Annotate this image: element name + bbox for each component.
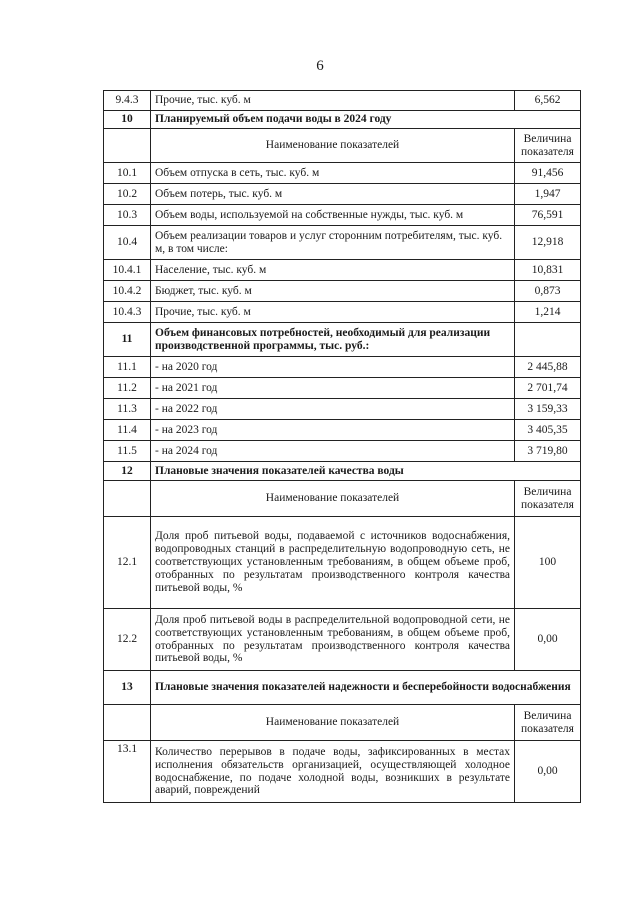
row-name: Прочие, тыс. куб. м bbox=[151, 91, 515, 111]
section-header-12 bbox=[104, 462, 581, 481]
table-row bbox=[104, 260, 581, 281]
header-empty-cell bbox=[104, 705, 151, 741]
header-name: Наименование показателей bbox=[151, 705, 515, 741]
row-value: 0,00 bbox=[515, 609, 581, 671]
header-name: Наименование показателей bbox=[151, 481, 515, 517]
row-number: 10.1 bbox=[104, 163, 151, 184]
header-value: Величина показателя bbox=[515, 481, 581, 517]
row-name: Объем отпуска в сеть, тыс. куб. м bbox=[151, 163, 515, 184]
row-number: 11.2 bbox=[104, 378, 151, 399]
row-value: 12,918 bbox=[515, 226, 581, 260]
indicators-table bbox=[103, 90, 581, 803]
table-row bbox=[104, 741, 581, 803]
row-name: Население, тыс. куб. м bbox=[151, 260, 515, 281]
table-row bbox=[104, 302, 581, 323]
row-number: 10.4.1 bbox=[104, 260, 151, 281]
table-row bbox=[104, 420, 581, 441]
row-value: 2 445,88 bbox=[515, 357, 581, 378]
row-value: 3 719,80 bbox=[515, 441, 581, 462]
section-title: Плановые значения показателей надежности и бесперебойности водоснабжения bbox=[151, 671, 581, 705]
row-value: 0,873 bbox=[515, 281, 581, 302]
row-value: 1,947 bbox=[515, 184, 581, 205]
row-number: 10.4 bbox=[104, 226, 151, 260]
column-header-row bbox=[104, 705, 581, 741]
row-number: 11.4 bbox=[104, 420, 151, 441]
row-value: 6,562 bbox=[515, 91, 581, 111]
page-number: 6 bbox=[316, 58, 324, 74]
row-number: 10.3 bbox=[104, 205, 151, 226]
row-name: Количество перерывов в подаче воды, зафиксированных в местах исполнения обязательств организацией, осуществляющей холодное водоснабжение, по подаче холодной воды, возникших в результате аварий, повреждений bbox=[151, 741, 515, 803]
row-number: 11.3 bbox=[104, 399, 151, 420]
header-empty-cell bbox=[104, 481, 151, 517]
row-number: 12.1 bbox=[104, 517, 151, 609]
row-name: - на 2022 год bbox=[151, 399, 515, 420]
section-header-11 bbox=[104, 323, 581, 357]
section-title: Плановые значения показателей качества воды bbox=[151, 462, 581, 481]
section-title: Объем финансовых потребностей, необходимый для реализации производственной программы, тыс. руб.: bbox=[151, 323, 515, 357]
table-row bbox=[104, 517, 581, 609]
row-number: 10.4.2 bbox=[104, 281, 151, 302]
row-name: Бюджет, тыс. куб. м bbox=[151, 281, 515, 302]
row-value: 0,00 bbox=[515, 741, 581, 803]
section-number: 10 bbox=[104, 111, 151, 129]
table-row bbox=[104, 91, 581, 111]
table-row bbox=[104, 378, 581, 399]
section-title: Планируемый объем подачи воды в 2024 году bbox=[151, 111, 581, 129]
header-empty-cell bbox=[104, 129, 151, 163]
table-row bbox=[104, 281, 581, 302]
table-row bbox=[104, 163, 581, 184]
row-name: Доля проб питьевой воды в распределительной водопроводной сети, не соответствующих установленным требованиям, в общем объеме проб, отобранных по результатам производственного контроля качества питьевой воды, % bbox=[151, 609, 515, 671]
table-row bbox=[104, 357, 581, 378]
table-row bbox=[104, 399, 581, 420]
row-name: Объем воды, используемой на собственные нужды, тыс. куб. м bbox=[151, 205, 515, 226]
row-value: 100 bbox=[515, 517, 581, 609]
table-row bbox=[104, 226, 581, 260]
section-number: 12 bbox=[104, 462, 151, 481]
row-number: 10.2 bbox=[104, 184, 151, 205]
row-name: - на 2024 год bbox=[151, 441, 515, 462]
row-name: Объем потерь, тыс. куб. м bbox=[151, 184, 515, 205]
header-name: Наименование показателей bbox=[151, 129, 515, 163]
row-name: - на 2023 год bbox=[151, 420, 515, 441]
row-number: 11.1 bbox=[104, 357, 151, 378]
row-number: 11.5 bbox=[104, 441, 151, 462]
row-name: Доля проб питьевой воды, подаваемой с источников водоснабжения, водопроводных станций в распределительную водопроводную сеть, не соответствующих установленным требованиям, в общем объеме проб, отобранных по результатам производственного контроля качества питьевой воды, % bbox=[151, 517, 515, 609]
row-name: Прочие, тыс. куб. м bbox=[151, 302, 515, 323]
row-number: 9.4.3 bbox=[104, 91, 151, 111]
row-number: 12.2 bbox=[104, 609, 151, 671]
section-number: 11 bbox=[104, 323, 151, 357]
column-header-row bbox=[104, 481, 581, 517]
header-value: Величина показателя bbox=[515, 705, 581, 741]
table-row bbox=[104, 609, 581, 671]
table-row bbox=[104, 441, 581, 462]
row-name: - на 2021 год bbox=[151, 378, 515, 399]
row-value: 1,214 bbox=[515, 302, 581, 323]
section-header-13 bbox=[104, 671, 581, 705]
section-number: 13 bbox=[104, 671, 151, 705]
section-header-10 bbox=[104, 111, 581, 129]
header-value: Величина показателя bbox=[515, 129, 581, 163]
row-name: Объем реализации товаров и услуг сторонним потребителям, тыс. куб. м, в том числе: bbox=[151, 226, 515, 260]
row-value: 3 159,33 bbox=[515, 399, 581, 420]
table-row bbox=[104, 184, 581, 205]
table-row bbox=[104, 205, 581, 226]
row-value: 76,591 bbox=[515, 205, 581, 226]
row-value: 3 405,35 bbox=[515, 420, 581, 441]
row-number: 10.4.3 bbox=[104, 302, 151, 323]
row-value: 10,831 bbox=[515, 260, 581, 281]
row-number: 13.1 bbox=[104, 741, 151, 803]
row-name: - на 2020 год bbox=[151, 357, 515, 378]
row-value: 2 701,74 bbox=[515, 378, 581, 399]
empty-value-cell bbox=[515, 323, 581, 357]
row-value: 91,456 bbox=[515, 163, 581, 184]
column-header-row bbox=[104, 129, 581, 163]
